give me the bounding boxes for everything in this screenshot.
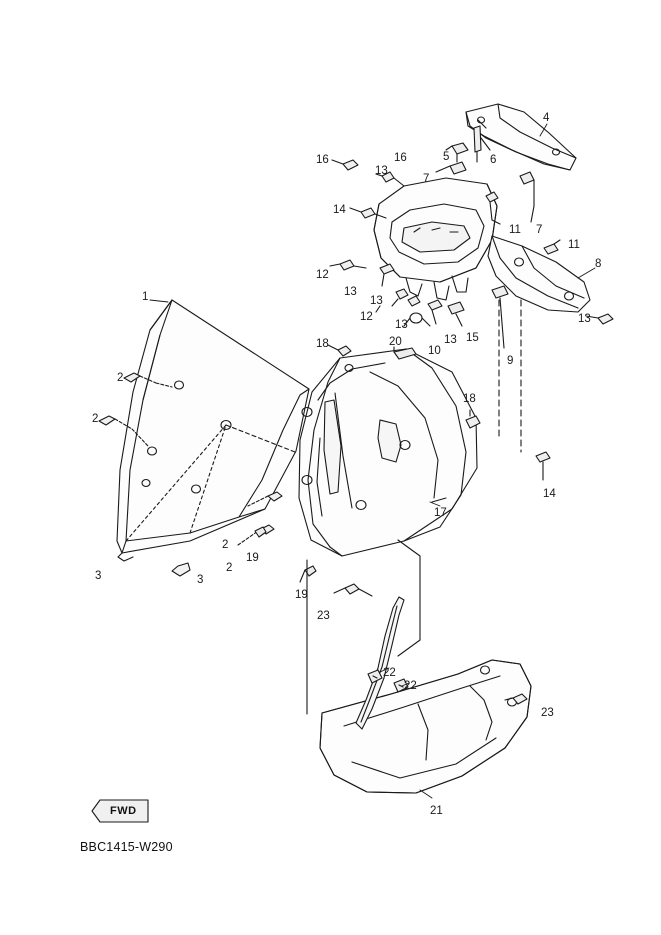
callout-21: 21 <box>430 805 443 817</box>
part-collar-19-lower <box>300 566 316 582</box>
callout-13: 13 <box>370 295 383 307</box>
callout-7: 7 <box>536 224 543 236</box>
callout-9: 9 <box>507 355 514 367</box>
part-washer-7-right <box>520 172 534 222</box>
callout-19: 19 <box>295 589 308 601</box>
callout-2: 2 <box>226 562 233 574</box>
callout-12: 12 <box>360 311 373 323</box>
part-clip-15 <box>448 302 464 326</box>
callout-23: 23 <box>317 610 330 622</box>
part-screw-23-left <box>334 584 372 596</box>
callout-6: 6 <box>490 154 497 166</box>
fwd-direction-label: FWD <box>110 805 137 817</box>
part-screw-14-right <box>536 452 550 480</box>
callout-16: 16 <box>316 154 329 166</box>
callout-4: 4 <box>543 112 550 124</box>
diagram-part-code: BBC1415-W290 <box>80 840 173 854</box>
part-screw-13-lower <box>428 300 442 324</box>
callout-1: 1 <box>142 291 149 303</box>
part-lower-panel <box>320 660 531 793</box>
callout-11: 11 <box>509 224 521 236</box>
part-screw-16-left <box>332 160 358 170</box>
part-windshield <box>117 300 309 576</box>
callout-3: 3 <box>197 574 204 586</box>
callout-2: 2 <box>222 539 229 551</box>
callout-11: 11 <box>568 239 580 251</box>
part-bracket-4 <box>466 104 576 170</box>
part-washer-7-left <box>436 162 466 174</box>
callout-16: 16 <box>394 152 407 164</box>
callout-13: 13 <box>344 286 357 298</box>
callout-22: 22 <box>404 680 417 692</box>
callout-22: 22 <box>383 667 396 679</box>
callout-20: 20 <box>389 336 402 348</box>
callout-14: 14 <box>543 488 556 500</box>
callout-14: 14 <box>333 204 346 216</box>
part-clip-18-left <box>328 345 351 356</box>
part-screw-13-mid1 <box>380 264 394 286</box>
part-side-cover <box>299 349 477 556</box>
callout-19: 19 <box>246 552 259 564</box>
callout-23: 23 <box>541 707 554 719</box>
callout-5: 5 <box>443 151 450 163</box>
part-bolt-11-right <box>544 240 560 254</box>
callout-13: 13 <box>395 319 408 331</box>
callout-17: 17 <box>434 507 447 519</box>
part-screw-12-left <box>330 260 366 270</box>
part-screw-9-leader <box>492 286 508 348</box>
part-screw-13-mid2 <box>392 289 408 306</box>
callout-13: 13 <box>578 313 591 325</box>
callout-18: 18 <box>463 393 476 405</box>
callout-13: 13 <box>444 334 457 346</box>
part-screw-2-right-lower <box>238 525 274 545</box>
callout-2: 2 <box>117 372 124 384</box>
callout-10: 10 <box>428 345 441 357</box>
callout-2: 2 <box>92 413 99 425</box>
callout-12: 12 <box>316 269 329 281</box>
callout-3: 3 <box>95 570 102 582</box>
callout-13: 13 <box>375 165 388 177</box>
callout-8: 8 <box>595 258 602 270</box>
callout-15: 15 <box>466 332 479 344</box>
callout-7: 7 <box>423 173 430 185</box>
callout-18: 18 <box>316 338 329 350</box>
part-collar-19-upper <box>255 527 266 537</box>
